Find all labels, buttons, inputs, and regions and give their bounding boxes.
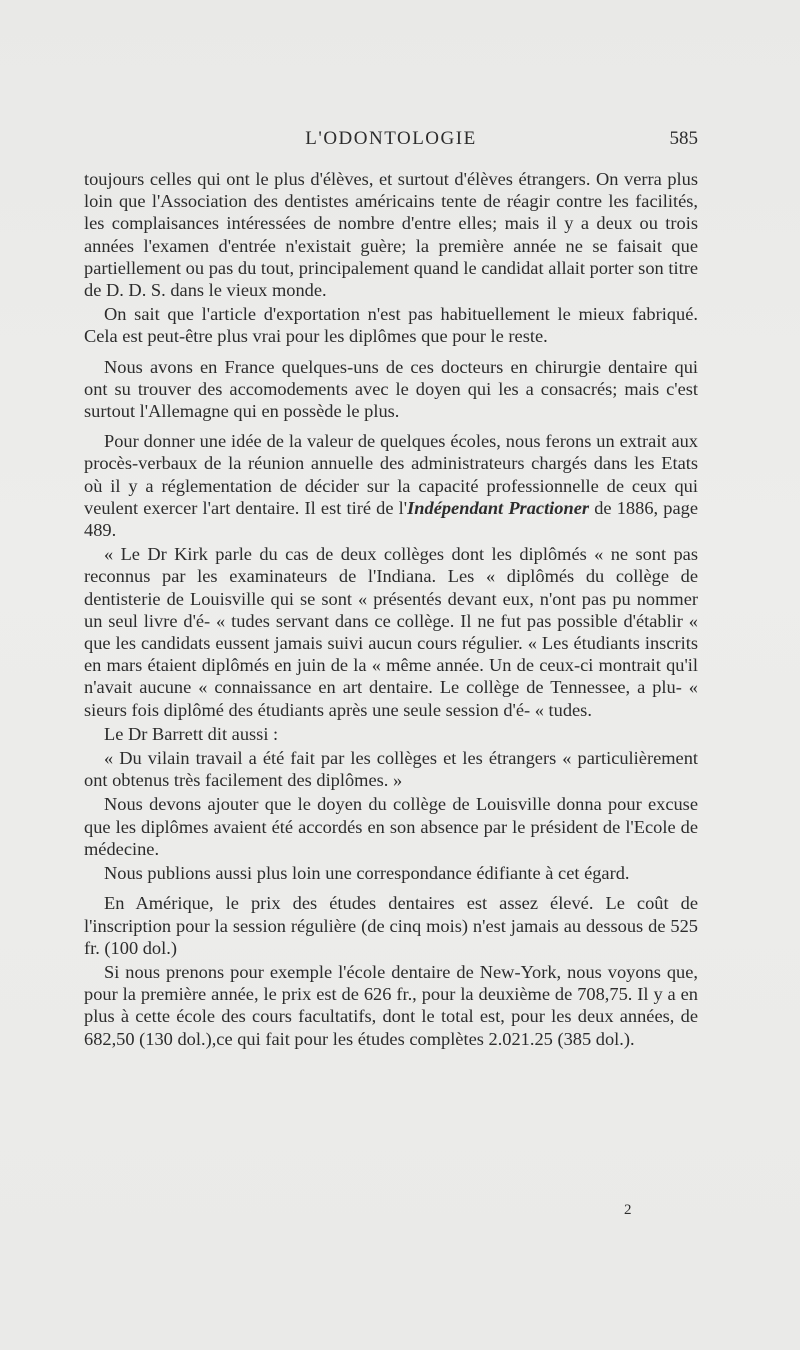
paragraph-4-after: de 1886, page 489. <box>84 497 698 541</box>
paragraph-11: Si nous prenons pour exemple l'école dentaire de New-York, nous voyons que, pour la première année, le prix est de 626 fr., pour la deuxième de 708,75. Il y a en plus à cette école des cours facultatifs, dont le total est, pour les deux années, de 682,50 (130 dol.),ce qui fait pour les études complètes 2.021.25 (385 dol.). <box>84 961 698 1049</box>
paragraph-barrett: Le Dr Barrett dit aussi : <box>104 723 279 744</box>
paragraph-4 <box>84 430 698 541</box>
body-text <box>84 168 698 1052</box>
paragraph-8: Nous devons ajouter que le doyen du collège de Louisville donna pour excuse que les diplômes avaient été accordés en son absence par le président de l'Ecole de médecine. <box>84 794 698 859</box>
paragraph-2: On sait que l'article d'exportation n'est pas habituellement le mieux fabriqué. Cela est peut-être plus vrai pour les diplômes que pour le reste. <box>84 304 698 347</box>
journal-title: Indépendant Practioner <box>407 497 590 518</box>
paragraph-1: toujours celles qui ont le plus d'élèves, et surtout d'élèves étrangers. On verra plus loin que l'Association des dentistes américains tente de réagir contre les facilités, les complaisances intéressées de nombre d'entre elles; mais il y a deux ou trois années l'examen d'entrée n'existait guère; la première année ne se faisait que partiellement ou pas du tout, principalement quand le candidat allait porter son titre de D. D. S. dans le vieux monde. <box>84 169 698 301</box>
quote-kirk: « Le Dr Kirk parle du cas de deux collèges dont les diplômés « ne sont pas reconnus par les examinateurs de l'Indiana. Les « diplômés du collège de dentisterie de Louisville qui se sont « présentés devant eux, n'ont pas pu nommer un seul livre d'é- « tudes servant dans ce collège. Il ne fut pas possible d'établir « que les candidats eussent jamais suivi aucun cours régulier. « Les étudiants inscrits en mars étaient diplômés en juin de la « même année. Un de ceux-ci montrait qu'il n'avait aucune « connaissance en art dentaire. Le collège de Tennessee, a plu- « sieurs fois diplômé des étudiants après une seule session d'é- « tudes. <box>84 544 698 720</box>
quote-barrett: « Du vilain travail a été fait par les collèges et les étrangers « particulièrement ont obtenus très facilement des diplômes. » <box>84 748 698 791</box>
signature-mark: 2 <box>624 1202 632 1218</box>
paragraph-9: Nous publions aussi plus loin une correspondance édifiante à cet égard. <box>104 863 630 884</box>
paragraph-4-before: Pour donner une idée de la valeur de quelques écoles, nous ferons un extrait aux procès-verbaux de la réunion annuelle des administrateurs chargés dans les Etats où il y a réglementation de décider sur la capacité professionnelle de ceux qui veulent exercer l'art dentaire. Il est tiré de l' <box>84 431 698 518</box>
paragraph-10: En Amérique, le prix des études dentaires est assez élevé. Le coût de l'inscription pour la session régulière (de cinq mois) n'est jamais au dessous de 525 fr. (100 dol.) <box>84 893 698 958</box>
running-head: L'ODONTOLOGIE <box>305 128 477 149</box>
page-header <box>84 124 698 154</box>
paragraph-3: Nous avons en France quelques-uns de ces docteurs en chirurgie dentaire qui ont su trouver des accomodements avec le doyen qui les a consacrés; mais c'est surtout l'Allemagne qui en possède le plus. <box>84 356 698 422</box>
page-number: 585 <box>669 128 698 149</box>
